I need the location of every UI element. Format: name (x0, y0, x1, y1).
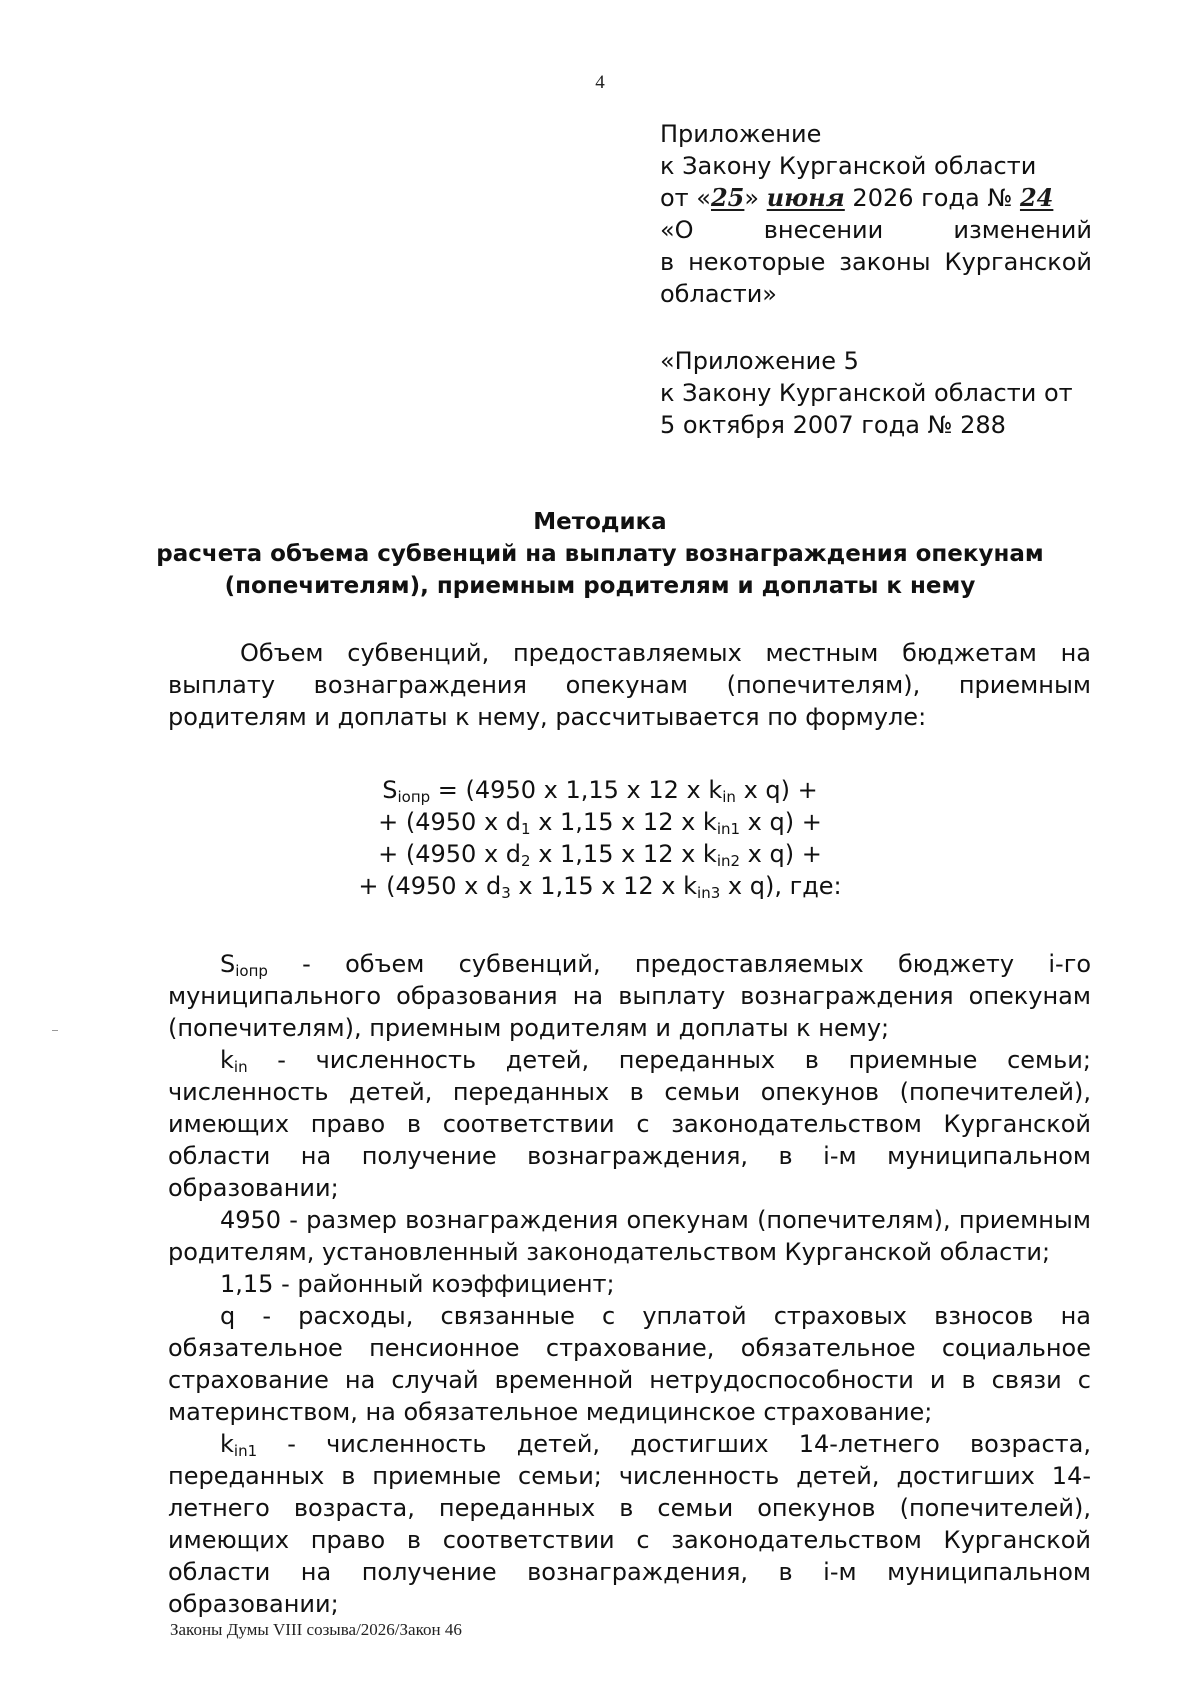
definition-symbol: k (220, 1046, 234, 1074)
formula-text: x 1,15 x 12 x k (510, 872, 698, 900)
intro-paragraph (168, 637, 1091, 733)
scan-margin-mark (52, 1030, 58, 1031)
handwritten-number: 24 (1019, 183, 1054, 212)
formula-subscript: 2 (521, 852, 531, 870)
formula-text: x q) + (735, 776, 818, 804)
definition-subscript: iопр (235, 962, 268, 980)
definition-subscript: in (233, 1058, 248, 1076)
annex-date-prefix: от « (660, 184, 711, 212)
definition-text: - объем субвенций, предоставляемых бюджету i-го муниципального образования на выплату вознаграждения опекунам (попечителям), приемным родителям и доплаты к нему; (168, 950, 1091, 1042)
intro-text: Объем субвенций, предоставляемых местным бюджетам на выплату вознаграждения опекунам (попечителям), приемным родителям и доплаты к нему, рассчитывается по формуле: (168, 639, 1091, 731)
annex-5-law-ref: к Закону Курганской области (660, 379, 1037, 407)
definition-s-iopr (168, 948, 1091, 1044)
annex-law-ref: к Закону Курганской области (660, 152, 1037, 180)
definition-text: - численность детей, достигших 14-летнего возраста, переданных в приемные семьи; численность детей, достигших 14-летнего возраста, переданных в семьи опекунов (попечителей), имеющих право в соответствии с законодательством Курганской области на получение вознаграждения, в i-м муниципальном образовании; (168, 1430, 1091, 1618)
formula-subscript: 3 (501, 884, 511, 902)
annex-5-date: от 5 октября 2007 года № 288 (660, 379, 1073, 439)
definition-q: q - расходы, связанные с уплатой страховых взносов на обязательное пенсионное страхование, обязательное социальное страхование на случай временной нетрудоспособности и в связи с материнством, на обязательное медицинское страхование; (168, 1302, 1091, 1426)
formula-text: + (4950 x d (378, 840, 522, 868)
formula-text: x 1,15 x 12 x k (530, 808, 717, 836)
formula-block (0, 774, 1200, 902)
annex-header (660, 118, 1092, 310)
methodology-title (0, 506, 1200, 602)
formula-line-1 (0, 774, 1200, 806)
formula-subscript: iопр (397, 788, 431, 806)
formula-subscript: in3 (697, 884, 721, 902)
formula-line-4 (0, 870, 1200, 902)
formula-subscript: in2 (716, 852, 741, 870)
title-line-1: Методика (533, 509, 667, 535)
definition-text: - численность детей, переданных в приемные семьи; численность детей, переданных в семьи опекунов (попечителей), имеющих право в соответствии с законодательством Курганской области на получение вознаграждения, в i-м муниципальном образовании; (168, 1046, 1091, 1202)
definition-district-coefficient: 1,15 - районный коэффициент; (220, 1270, 615, 1298)
annex-date-suffix: 2026 года № (844, 184, 1020, 212)
title-line-3: (попечителям), приемным родителям и доплаты к нему (224, 573, 976, 599)
definitions-list (168, 948, 1091, 1620)
handwritten-day: 25 (710, 183, 745, 212)
title-line-2: расчета объема субвенций на выплату вознаграждения опекунам (156, 541, 1044, 567)
definition-symbol: k (220, 1430, 234, 1458)
annex-title-line-1: «О внесении изменений (660, 216, 1092, 244)
formula-subscript: 1 (521, 820, 531, 838)
formula-text: x q) + (740, 808, 822, 836)
formula-subscript: in1 (716, 820, 741, 838)
annex-5-header (660, 345, 1092, 441)
page-number: 4 (595, 72, 605, 93)
formula-text: x q) + (740, 840, 822, 868)
formula-text: x 1,15 x 12 x k (530, 840, 717, 868)
formula-text: x q), где: (720, 872, 842, 900)
definition-k-in (168, 1044, 1091, 1204)
annex-date-mid: » (744, 184, 767, 212)
page-footer: Законы Думы VIII созыва/2026/Закон 46 (170, 1620, 462, 1639)
formula-subscript: in (722, 788, 736, 806)
definition-4950: 4950 - размер вознаграждения опекунам (попечителям), приемным родителям, установленный законодательством Курганской области; (168, 1206, 1091, 1266)
formula-text: + (4950 x d (378, 808, 522, 836)
formula-line-3 (0, 838, 1200, 870)
annex-title-line-3: области» (660, 280, 777, 308)
handwritten-month: июня (766, 183, 845, 212)
annex-title-line-2: в некоторые законы Курганской (660, 248, 1092, 276)
annex-5-label: «Приложение 5 (660, 347, 859, 375)
annex-date-line (660, 182, 1092, 214)
annex-label: Приложение (660, 120, 822, 148)
formula-text: = (4950 x 1,15 x 12 x k (430, 776, 723, 804)
formula-text: + (4950 x d (358, 872, 502, 900)
formula-line-2 (0, 806, 1200, 838)
definition-k-in1 (168, 1428, 1091, 1620)
formula-symbol: S (382, 776, 398, 804)
definition-symbol: S (220, 950, 236, 978)
definition-subscript: in1 (233, 1442, 258, 1460)
